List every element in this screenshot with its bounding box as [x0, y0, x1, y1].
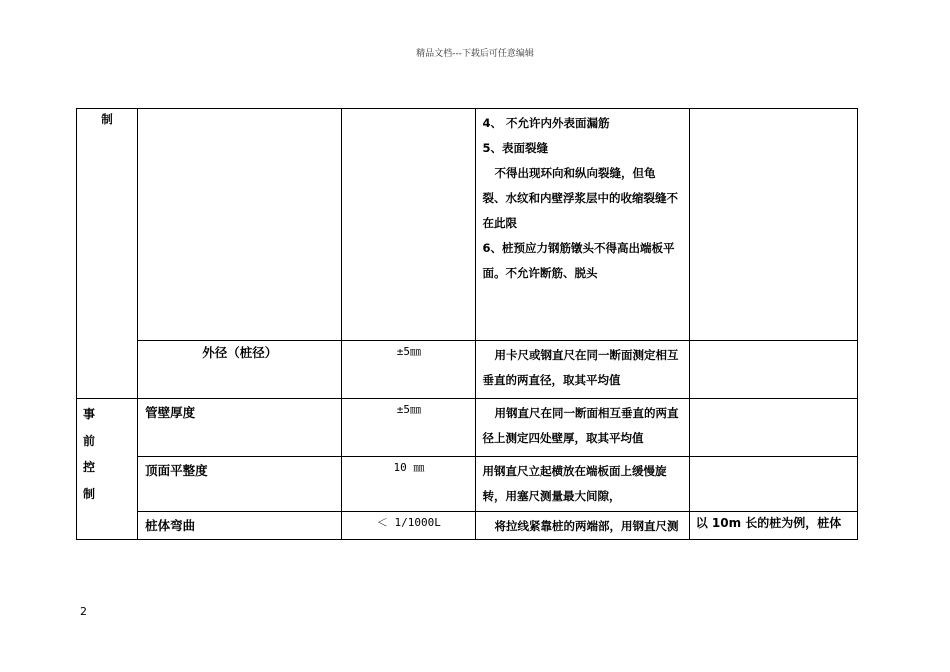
method-line: 转，用塞尺测量最大间隙，: [482, 489, 621, 503]
method-line: 用卡尺或钢直尺在同一断面测定相互: [494, 348, 679, 362]
tolerance-value: ＜ 1/1000L: [376, 516, 441, 529]
method-line: 用钢直尺立起横放在端板面上缓慢旋: [482, 464, 667, 478]
method-line: 将拉线紧靠桩的两端部，用钢直尺测: [494, 519, 679, 533]
method-line: 用钢直尺在同一断面相互垂直的两直: [494, 406, 679, 420]
notes-cell: [689, 512, 857, 540]
quality-control-table: [76, 108, 858, 540]
method-cell: [476, 341, 689, 399]
table-row: [77, 399, 858, 457]
category-char: 控: [83, 460, 96, 474]
item-cell: [138, 109, 342, 341]
method-line: 径上测定四处壁厚，取其平均值: [482, 431, 644, 445]
tolerance-value: ±5㎜: [396, 403, 422, 416]
page-number: 2: [80, 605, 87, 618]
category-cell: [77, 399, 138, 540]
item-cell: [138, 399, 342, 457]
category-char: 事: [83, 407, 96, 421]
item-label: 管壁厚度: [145, 405, 196, 420]
tolerance-cell: [342, 512, 476, 540]
notes-cell: [689, 109, 857, 341]
category-cell: [77, 109, 138, 399]
category-char: 制: [83, 486, 96, 501]
requirement-line: 4、 不允许内外表面漏筋: [482, 116, 610, 130]
tolerance-value: 10 ㎜: [393, 461, 425, 474]
notes-text: 以 10m 长的桩为例，桩体: [695, 516, 842, 530]
item-label: 顶面平整度: [145, 463, 208, 478]
page-header: 精品文档---下载后可任意编辑: [416, 49, 534, 59]
item-cell: [138, 341, 342, 399]
category-char: 前: [83, 433, 96, 448]
method-cell: [476, 457, 689, 512]
tolerance-cell: [342, 457, 476, 512]
requirement-line: 不得出现环向和纵向裂缝，但龟: [494, 166, 656, 180]
item-cell: [138, 457, 342, 512]
notes-cell: [689, 399, 857, 457]
category-label: 制: [101, 112, 113, 126]
table-row: [77, 341, 858, 399]
item-label: 桩体弯曲: [145, 518, 196, 533]
requirement-cell: [476, 109, 689, 341]
table-row: [77, 109, 858, 341]
requirement-line: 6、桩预应力钢筋镦头不得高出端板平: [482, 241, 675, 255]
table-row: [77, 457, 858, 512]
requirement-line: 在此限: [482, 216, 517, 230]
tolerance-cell: [342, 109, 476, 341]
item-label: 外径（桩径）: [202, 345, 278, 360]
method-line: 垂直的两直径，取其平均值: [482, 373, 621, 387]
table-row: [77, 512, 858, 540]
tolerance-cell: [342, 399, 476, 457]
item-cell: [138, 512, 342, 540]
notes-cell: [689, 341, 857, 399]
tolerance-cell: [342, 341, 476, 399]
requirement-line: 面。不允许断筋、脱头: [482, 266, 598, 280]
tolerance-value: ±5㎜: [396, 345, 422, 358]
requirement-line: 裂、水纹和内壁浮浆层中的收缩裂缝不: [482, 191, 678, 205]
requirement-line: 5、表面裂缝: [482, 141, 548, 155]
method-cell: [476, 399, 689, 457]
method-cell: [476, 512, 689, 540]
notes-cell: [689, 457, 857, 512]
